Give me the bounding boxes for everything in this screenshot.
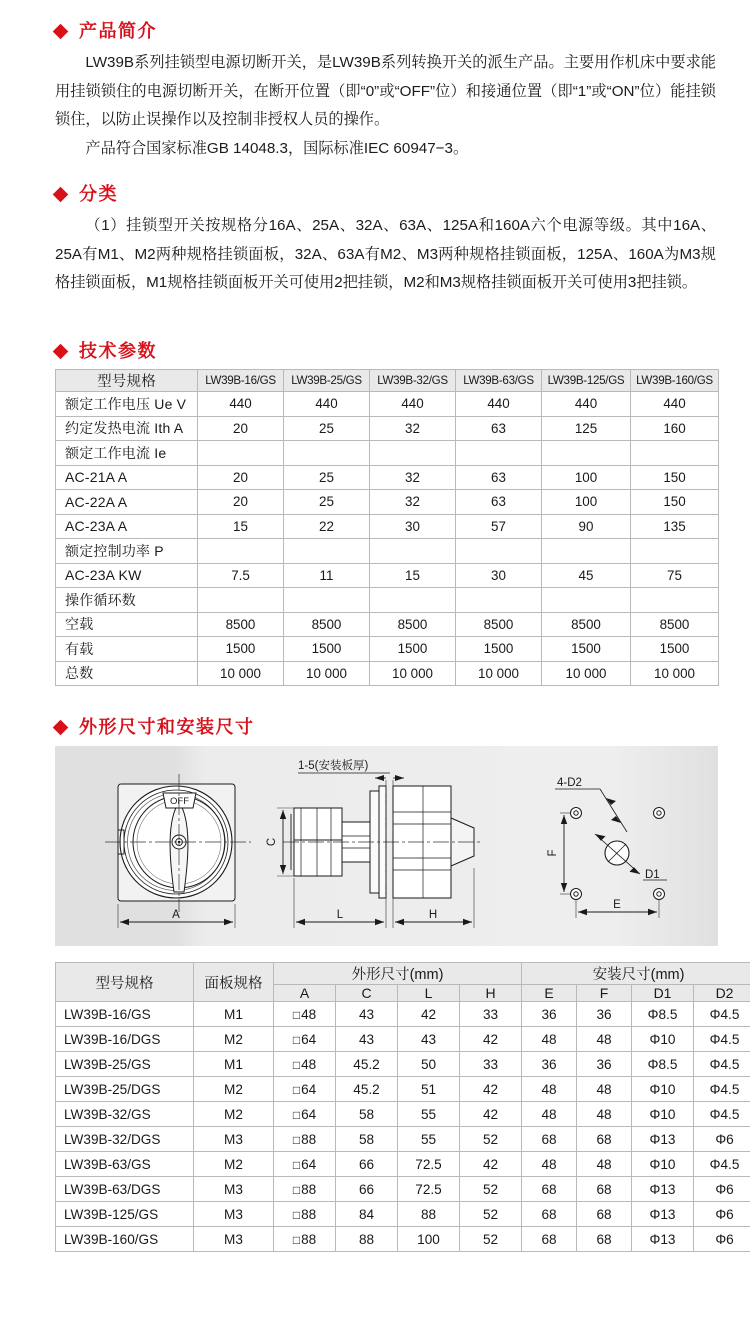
dim-label-h: H: [428, 909, 438, 922]
dims-header-outline-group: 外形尺寸(mm): [274, 963, 522, 985]
dims-cell-c: 66: [336, 1152, 398, 1177]
dims-cell-d2: Φ4.5: [694, 1102, 750, 1127]
dims-cell-e: 68: [522, 1177, 577, 1202]
dims-cell-d2: Φ6: [694, 1202, 750, 1227]
table-row: [56, 637, 719, 662]
tech-cell: 30: [370, 514, 456, 539]
tech-cell: 90: [542, 514, 631, 539]
tech-cell: 8500: [198, 612, 284, 637]
dims-cell-a: □ 64: [274, 1077, 336, 1102]
dims-cell-d1: Φ13: [632, 1202, 694, 1227]
section-heading-classification: [0, 185, 750, 203]
dims-subheader-h: H: [460, 985, 522, 1002]
dimension-drawing-figure: [55, 746, 718, 946]
tech-cell: [198, 441, 284, 466]
dims-cell-d2: Φ4.5: [694, 1052, 750, 1077]
diamond-bullet-icon: [53, 187, 69, 203]
tech-cell: [284, 588, 370, 613]
dims-cell-l: 50: [398, 1052, 460, 1077]
dims-cell-a: □ 48: [274, 1052, 336, 1077]
table-row: [56, 1077, 750, 1102]
table-row: [56, 514, 719, 539]
dims-cell-c: 58: [336, 1127, 398, 1152]
dims-cell-model: LW39B-25/DGS: [56, 1077, 194, 1102]
tech-cell: 15: [370, 563, 456, 588]
section-heading-tech-params: [0, 342, 750, 360]
plate-thickness-label: 1-5(安装板厚): [298, 760, 369, 773]
mounting-hole-pattern: [555, 777, 667, 900]
dims-cell-d2: Φ4.5: [694, 1077, 750, 1102]
tech-row-label: 约定发热电流 Ith A: [56, 416, 198, 441]
dims-cell-d2: Φ4.5: [694, 1152, 750, 1177]
dims-cell-h: 33: [460, 1052, 522, 1077]
tech-cell: [456, 441, 542, 466]
tech-cell: 10 000: [631, 661, 719, 686]
dims-cell-e: 48: [522, 1152, 577, 1177]
section-heading-intro: [0, 22, 750, 40]
dims-cell-a: □ 88: [274, 1202, 336, 1227]
dims-cell-h: 52: [460, 1227, 522, 1252]
tech-cell: 57: [456, 514, 542, 539]
dims-cell-l: 42: [398, 1002, 460, 1027]
dims-cell-c: 58: [336, 1102, 398, 1127]
tech-col-header: LW39B-160/GS: [631, 370, 719, 392]
dims-subheader-e: E: [522, 985, 577, 1002]
tech-cell: 440: [456, 392, 542, 417]
dims-cell-h: 42: [460, 1152, 522, 1177]
dims-cell-f: 68: [577, 1202, 632, 1227]
tech-cell: 10 000: [542, 661, 631, 686]
tech-cell: 160: [631, 416, 719, 441]
tech-col-header: LW39B-16/GS: [198, 370, 284, 392]
tech-cell: 1500: [542, 637, 631, 662]
tech-cell: 20: [198, 465, 284, 490]
dims-cell-d1: Φ8.5: [632, 1002, 694, 1027]
tech-cell: [631, 441, 719, 466]
tech-cell: 440: [284, 392, 370, 417]
diamond-bullet-icon: [53, 24, 69, 40]
tech-cell: 63: [456, 490, 542, 515]
tech-row-label: AC-22A A: [56, 490, 198, 515]
tech-row-label: 有载: [56, 637, 198, 662]
dims-cell-f: 48: [577, 1027, 632, 1052]
dims-cell-model: LW39B-160/GS: [56, 1227, 194, 1252]
dims-cell-h: 52: [460, 1202, 522, 1227]
tech-cell: [370, 588, 456, 613]
tech-cell: 1500: [198, 637, 284, 662]
dims-cell-panel: M2: [194, 1027, 274, 1052]
dims-cell-d2: Φ6: [694, 1177, 750, 1202]
dims-cell-f: 36: [577, 1052, 632, 1077]
tech-cell: 10 000: [370, 661, 456, 686]
dimensions-table: [55, 962, 750, 1252]
table-row: [56, 465, 719, 490]
dims-cell-d1: Φ13: [632, 1177, 694, 1202]
dims-header-row-1: [56, 963, 750, 985]
tech-row-label: AC-23A KW: [56, 563, 198, 588]
dims-subheader-l: L: [398, 985, 460, 1002]
dims-cell-a: □ 64: [274, 1102, 336, 1127]
dims-cell-model: LW39B-32/DGS: [56, 1127, 194, 1152]
dims-cell-d1: Φ10: [632, 1077, 694, 1102]
tech-cell: 20: [198, 416, 284, 441]
diamond-bullet-icon: [53, 344, 69, 360]
dims-cell-l: 43: [398, 1027, 460, 1052]
dims-cell-panel: M1: [194, 1002, 274, 1027]
section-title-tech-params: 技术参数: [79, 341, 157, 362]
table-row: [56, 539, 719, 564]
tech-cell: 20: [198, 490, 284, 515]
dims-cell-h: 33: [460, 1002, 522, 1027]
dims-cell-d1: Φ10: [632, 1152, 694, 1177]
dims-cell-d1: Φ10: [632, 1027, 694, 1052]
tech-cell: 22: [284, 514, 370, 539]
dims-cell-c: 84: [336, 1202, 398, 1227]
dims-cell-panel: M3: [194, 1227, 274, 1252]
tech-cell: [370, 539, 456, 564]
side-view: [283, 780, 483, 906]
tech-row-label: 额定工作电流 Ie: [56, 441, 198, 466]
dims-cell-d2: Φ6: [694, 1227, 750, 1252]
dimension-a: [118, 904, 235, 928]
tech-row-label: 空载: [56, 612, 198, 637]
dims-header-mounting-group: 安装尺寸(mm): [522, 963, 750, 985]
dims-cell-h: 52: [460, 1127, 522, 1152]
dim-label-l: L: [336, 909, 344, 922]
dims-cell-panel: M3: [194, 1202, 274, 1227]
dims-cell-panel: M2: [194, 1077, 274, 1102]
dims-cell-model: LW39B-63/DGS: [56, 1177, 194, 1202]
dimension-f: [547, 813, 570, 894]
knob-off-label: OFF: [170, 796, 189, 808]
dims-cell-h: 52: [460, 1177, 522, 1202]
tech-cell: [456, 539, 542, 564]
section-title-dimensions: 外形尺寸和安装尺寸: [79, 717, 255, 738]
dims-cell-c: 88: [336, 1227, 398, 1252]
dims-cell-a: □ 64: [274, 1027, 336, 1052]
table-row: [56, 1052, 750, 1077]
dims-cell-e: 36: [522, 1052, 577, 1077]
tech-cell: 32: [370, 465, 456, 490]
dims-cell-h: 42: [460, 1102, 522, 1127]
table-row: [56, 1177, 750, 1202]
tech-cell: [370, 441, 456, 466]
dim-label-c: C: [266, 837, 278, 847]
tech-cell: [198, 588, 284, 613]
tech-cell: 30: [456, 563, 542, 588]
tech-cell: 8500: [284, 612, 370, 637]
dims-subheader-d1: D1: [632, 985, 694, 1002]
tech-cell: 25: [284, 416, 370, 441]
tech-cell: 1500: [284, 637, 370, 662]
tech-cell: [631, 588, 719, 613]
dims-subheader-a: A: [274, 985, 336, 1002]
dims-cell-e: 48: [522, 1102, 577, 1127]
tech-cell: 7.5: [198, 563, 284, 588]
tech-cell: 440: [542, 392, 631, 417]
dims-cell-e: 68: [522, 1227, 577, 1252]
table-row: [56, 1102, 750, 1127]
tech-cell: 135: [631, 514, 719, 539]
table-row: [56, 1127, 750, 1152]
dims-subheader-f: F: [577, 985, 632, 1002]
dims-cell-h: 42: [460, 1077, 522, 1102]
dims-cell-c: 45.2: [336, 1077, 398, 1102]
dimension-e: [576, 899, 659, 918]
hole-label-d1: D1: [645, 869, 660, 882]
tech-row-label: 额定工作电压 Ue V: [56, 392, 198, 417]
tech-cell: 32: [370, 416, 456, 441]
dims-cell-l: 72.5: [398, 1152, 460, 1177]
plate-thickness-callout: [298, 758, 404, 781]
dims-cell-e: 68: [522, 1127, 577, 1152]
dims-cell-panel: M3: [194, 1177, 274, 1202]
diamond-bullet-icon: [53, 720, 69, 736]
dims-cell-f: 48: [577, 1102, 632, 1127]
dims-cell-a: □ 88: [274, 1127, 336, 1152]
table-row: [56, 1152, 750, 1177]
tech-cell: [284, 539, 370, 564]
table-row: [56, 416, 719, 441]
tech-cell: 440: [370, 392, 456, 417]
table-row: [56, 563, 719, 588]
dims-cell-d2: Φ6: [694, 1127, 750, 1152]
dims-cell-e: 68: [522, 1202, 577, 1227]
tech-cell: 440: [631, 392, 719, 417]
tech-cell: 8500: [542, 612, 631, 637]
tech-cell: 150: [631, 490, 719, 515]
tech-cell: 63: [456, 465, 542, 490]
dims-cell-e: 36: [522, 1002, 577, 1027]
tech-cell: 8500: [631, 612, 719, 637]
tech-cell: [542, 441, 631, 466]
dims-cell-model: LW39B-32/GS: [56, 1102, 194, 1127]
dims-cell-l: 55: [398, 1102, 460, 1127]
dims-cell-c: 45.2: [336, 1052, 398, 1077]
table-row: [56, 490, 719, 515]
tech-row-label: AC-23A A: [56, 514, 198, 539]
dims-header-panel: 面板规格: [194, 963, 274, 1002]
tech-cell: 1500: [456, 637, 542, 662]
dimension-drawing-svg: [55, 746, 718, 946]
tech-cell: [198, 539, 284, 564]
dims-cell-e: 48: [522, 1027, 577, 1052]
intro-paragraph-2: 产品符合国家标准GB 14048.3，国际标准IEC 60947−3。: [85, 139, 469, 157]
intro-paragraph-1: LW39B系列挂锁型电源切断开关，是LW39B系列转换开关的派生产品。主要用作机床中要求能用挂锁锁住的电源切断开关，在断开位置（即“0”或“OFF”位）和接通位置（即“1”或“ON”位）能挂锁锁住，以防止误操作以及控制非授权人员的操作。: [55, 54, 716, 129]
tech-cell: 1500: [370, 637, 456, 662]
dims-cell-l: 88: [398, 1202, 460, 1227]
tech-row-label: 额定控制功率 P: [56, 539, 198, 564]
tech-corner-label: 型号规格: [56, 370, 198, 392]
tech-cell: 440: [198, 392, 284, 417]
tech-cell: 100: [542, 490, 631, 515]
tech-cell: 10 000: [198, 661, 284, 686]
dims-cell-panel: M3: [194, 1127, 274, 1152]
tech-cell: 32: [370, 490, 456, 515]
tech-cell: 8500: [370, 612, 456, 637]
dims-cell-f: 68: [577, 1127, 632, 1152]
table-header-row: [56, 370, 719, 392]
dims-subheader-c: C: [336, 985, 398, 1002]
table-row: [56, 661, 719, 686]
dims-subheader-d2: D2: [694, 985, 750, 1002]
tech-cell: [284, 441, 370, 466]
section-title-classification: 分类: [79, 184, 118, 205]
dims-cell-model: LW39B-63/GS: [56, 1152, 194, 1177]
dims-cell-f: 48: [577, 1152, 632, 1177]
table-row: [56, 1227, 750, 1252]
tech-row-label: 总数: [56, 661, 198, 686]
dims-cell-d2: Φ4.5: [694, 1027, 750, 1052]
tech-cell: 8500: [456, 612, 542, 637]
table-row: [56, 588, 719, 613]
dims-cell-d1: Φ13: [632, 1227, 694, 1252]
dims-cell-c: 43: [336, 1027, 398, 1052]
dims-cell-model: LW39B-125/GS: [56, 1202, 194, 1227]
dims-header-model: 型号规格: [56, 963, 194, 1002]
tech-cell: 1500: [631, 637, 719, 662]
dims-cell-panel: M2: [194, 1102, 274, 1127]
dim-label-f: F: [547, 849, 559, 857]
dims-cell-d1: Φ8.5: [632, 1052, 694, 1077]
dims-cell-d1: Φ13: [632, 1127, 694, 1152]
front-view-knob: [105, 774, 251, 912]
dim-label-e: E: [613, 899, 621, 912]
table-row: [56, 1202, 750, 1227]
tech-cell: 63: [456, 416, 542, 441]
tech-cell: 125: [542, 416, 631, 441]
dims-cell-c: 43: [336, 1002, 398, 1027]
dims-cell-h: 42: [460, 1027, 522, 1052]
table-row: [56, 1027, 750, 1052]
tech-cell: [456, 588, 542, 613]
tech-cell: 75: [631, 563, 719, 588]
tech-col-header: LW39B-63/GS: [456, 370, 542, 392]
dims-cell-f: 48: [577, 1077, 632, 1102]
tech-cell: 150: [631, 465, 719, 490]
table-row: [56, 1002, 750, 1027]
dims-cell-a: □ 88: [274, 1227, 336, 1252]
tech-cell: [542, 539, 631, 564]
table-row: [56, 612, 719, 637]
tech-col-header: LW39B-25/GS: [284, 370, 370, 392]
dims-cell-model: LW39B-25/GS: [56, 1052, 194, 1077]
section-title-intro: 产品简介: [79, 21, 157, 41]
table-row: [56, 392, 719, 417]
dims-cell-l: 51: [398, 1077, 460, 1102]
tech-cell: 100: [542, 465, 631, 490]
technical-parameters-table: [55, 369, 719, 686]
dims-cell-d2: Φ4.5: [694, 1002, 750, 1027]
dims-cell-l: 100: [398, 1227, 460, 1252]
tech-cell: 11: [284, 563, 370, 588]
hole-label-4-d2: 4-D2: [557, 777, 582, 790]
dims-cell-a: □ 64: [274, 1152, 336, 1177]
dims-cell-d1: Φ10: [632, 1102, 694, 1127]
classification-paragraph-1: （1）挂锁型开关按规格分16A、25A、32A、63A、125A和160A六个电源等级。其中16A、25A有M1、M2两种规格挂锁面板，32A、63A有M2、M3两种规格挂锁面板，125A、160A为M3规格挂锁面板，M1规格挂锁面板开关可使用2把挂锁，M2和M3规格挂锁面板开关可使用3把挂锁。: [55, 217, 716, 292]
tech-cell: 25: [284, 465, 370, 490]
tech-row-label: AC-21A A: [56, 465, 198, 490]
dims-cell-e: 48: [522, 1077, 577, 1102]
dims-cell-model: LW39B-16/GS: [56, 1002, 194, 1027]
dims-cell-c: 66: [336, 1177, 398, 1202]
tech-cell: 10 000: [456, 661, 542, 686]
dims-cell-f: 36: [577, 1002, 632, 1027]
table-row: [56, 441, 719, 466]
dim-label-a: A: [172, 909, 180, 922]
dims-cell-l: 72.5: [398, 1177, 460, 1202]
dims-cell-model: LW39B-16/DGS: [56, 1027, 194, 1052]
tech-cell: 25: [284, 490, 370, 515]
tech-row-label: 操作循环数: [56, 588, 198, 613]
tech-cell: [631, 539, 719, 564]
tech-col-header: LW39B-125/GS: [542, 370, 631, 392]
tech-cell: 10 000: [284, 661, 370, 686]
tech-cell: [542, 588, 631, 613]
dims-cell-panel: M2: [194, 1152, 274, 1177]
tech-cell: 45: [542, 563, 631, 588]
dims-cell-l: 55: [398, 1127, 460, 1152]
dims-cell-a: □ 48: [274, 1002, 336, 1027]
dims-cell-f: 68: [577, 1227, 632, 1252]
dims-cell-panel: M1: [194, 1052, 274, 1077]
dims-cell-a: □ 88: [274, 1177, 336, 1202]
tech-col-header: LW39B-32/GS: [370, 370, 456, 392]
dims-cell-f: 68: [577, 1177, 632, 1202]
section-heading-dimensions: [0, 718, 750, 736]
tech-cell: 15: [198, 514, 284, 539]
